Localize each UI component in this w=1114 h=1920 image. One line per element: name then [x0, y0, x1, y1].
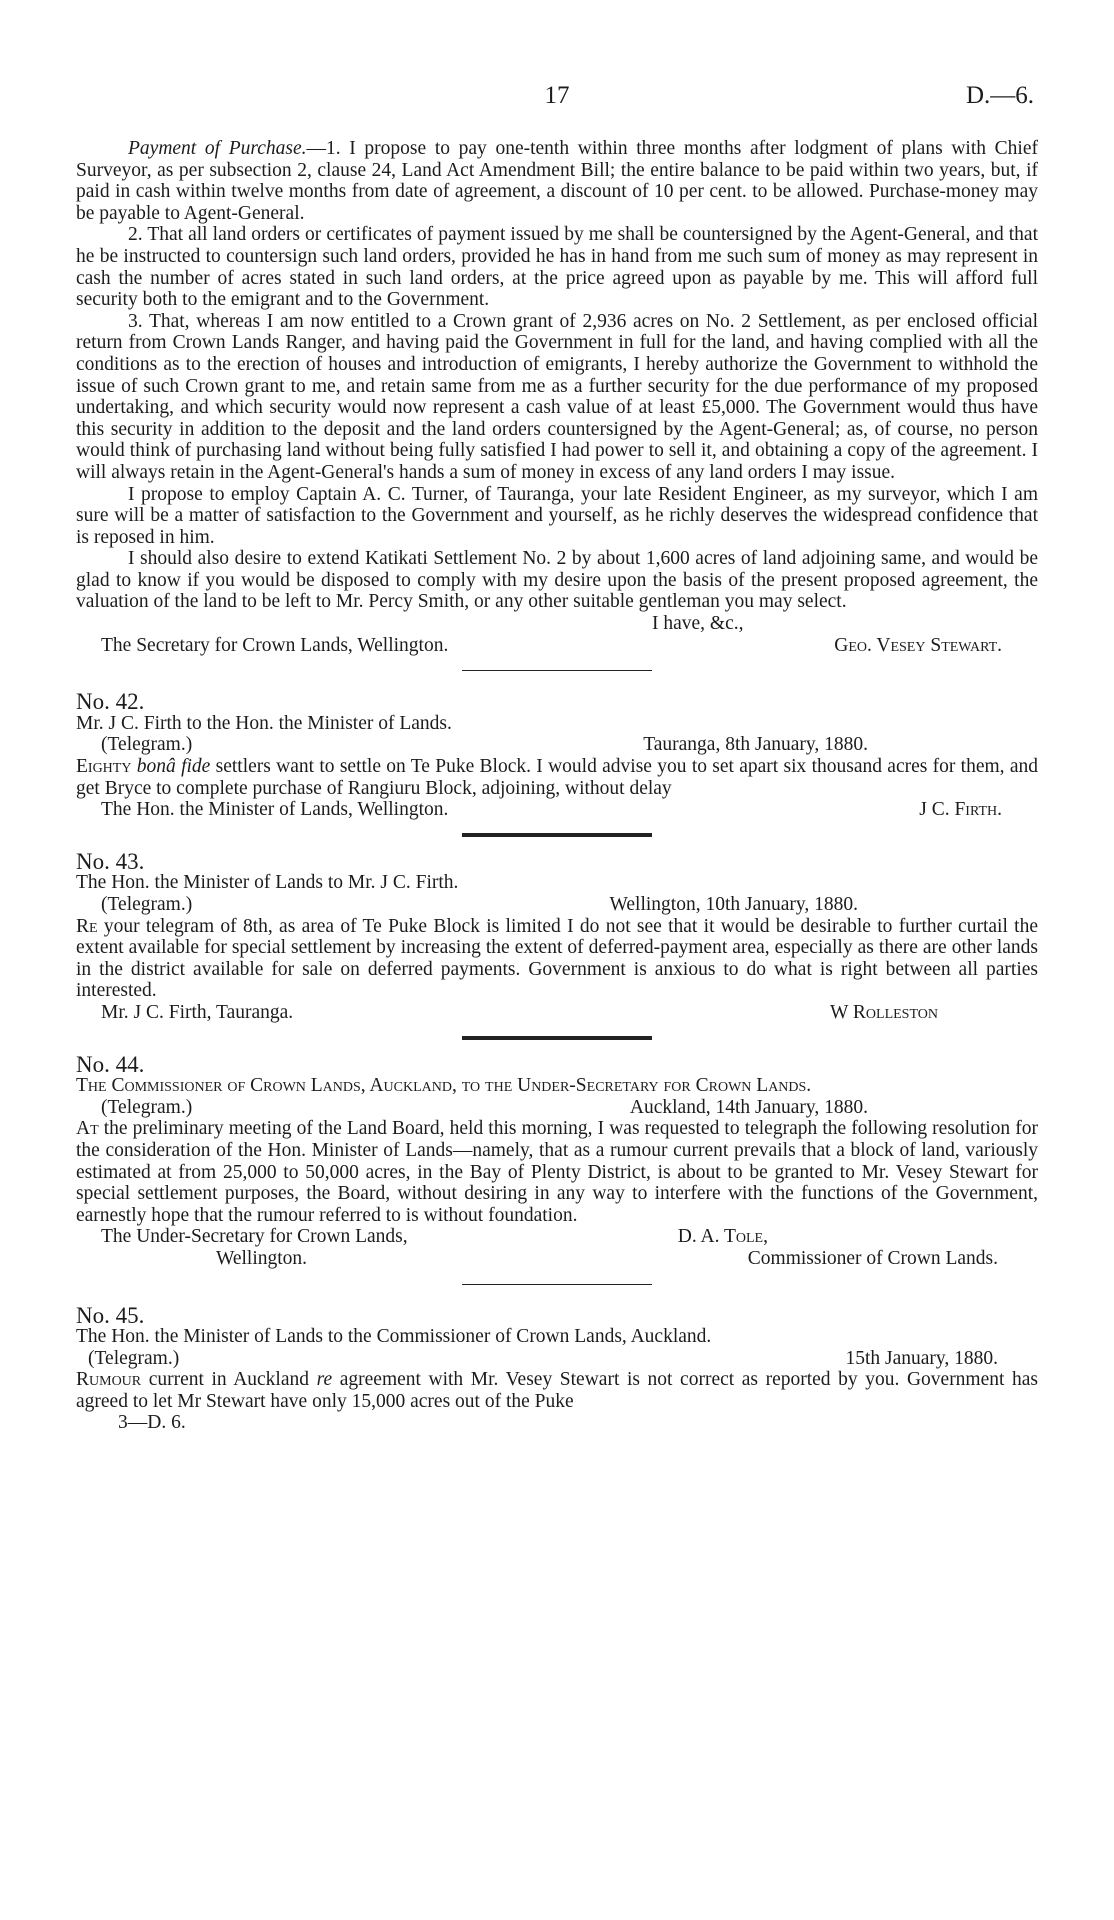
- first-word: Rumour: [76, 1369, 142, 1391]
- addressee: The Under-Secretary for Crown Lands,: [101, 1226, 408, 1248]
- paragraph-3: 3. That, whereas I am now entitled to a Crown grant of 2,936 acres on No. 2 Settlement, as per enclosed official return from Crown Lands Ranger, and having paid the Government in full for the land, and having complied with all the conditions as to the erection of houses and introduction of emigrants, I hereby authorize the Government to withhold the issue of such Crown grant to me, and retain same from me as a further security for the due performance of my proposed undertaking, and which security would now represent a cash value of at least £5,000. The Government would thus have this security in addition to the deposit and the land orders countersigned by the Agent-General; as, of course, no person would think of purchasing land without being fully satisfied I had power to sell it, and obtaining a copy of the agreement. I will always retain in the Agent-General's hands a sum of money in excess of any land orders I may issue.: [76, 310, 1038, 483]
- re-word: re: [316, 1369, 333, 1391]
- addressee-city: Wellington.: [216, 1247, 308, 1269]
- telegram-meta: [76, 894, 1038, 916]
- telegram-footer: [76, 1226, 1038, 1248]
- letter-continuation: [76, 138, 1038, 671]
- telegram-heading: The Hon. the Minister of Lands to the Commissioner of Crown Lands, Auckland.: [76, 1326, 712, 1348]
- date: 15th January, 1880.: [845, 1347, 998, 1369]
- telegram-number: No. 43.: [76, 848, 145, 874]
- telegram-footer: [76, 1002, 1038, 1024]
- place-date: Tauranga, 8th January, 1880.: [643, 734, 868, 756]
- telegram-text: [76, 756, 1038, 799]
- page-number: 17: [544, 82, 570, 109]
- addressee: The Hon. the Minister of Lands, Wellington.: [101, 799, 449, 821]
- separator: [462, 1284, 652, 1285]
- telegram-42: [76, 691, 1038, 837]
- addressee: Mr. J C. Firth, Tauranga.: [101, 1001, 294, 1023]
- signature-mark: 3—D. 6.: [118, 1412, 186, 1434]
- telegram-text: [76, 1118, 1038, 1226]
- letter-footer: [76, 635, 1038, 657]
- first-word: Eighty: [76, 756, 132, 778]
- telegram-footer-2: [76, 1248, 1038, 1270]
- signature: Geo. Vesey Stewart.: [834, 634, 1002, 656]
- telegram-body: your telegram of 8th, as area of Te Puke Block is limited I do not see that it would be desirable to further curtail the extent available for special settlement by increasing the extent of deferred-payment area, especially as there are other lands in the district available for sale on deferred payments. Government is anxious to do what is right between all parties interested.: [76, 915, 1038, 1002]
- first-word: Re: [76, 915, 98, 937]
- addressee: The Secretary for Crown Lands, Wellington.: [101, 634, 449, 656]
- telegram-body-a: current in Auckland: [141, 1369, 317, 1391]
- telegram-body-b: agreement with Mr. Vesey Stewart is not correct as reported by you. Government has agreed to let Mr Stewart have only 15,000 acres out of the Puke: [76, 1369, 1039, 1412]
- closing: I have, &c.,: [652, 613, 744, 635]
- paragraph-5: I should also desire to extend Katikati Settlement No. 2 by about 1,600 acres of land adjoining same, and would be glad to know if you would be disposed to comply with my desire upon the basis of the present proposed agreement, the valuation of the land to be left to Mr. Percy Smith, or any other suitable gentleman you may select.: [76, 548, 1038, 613]
- separator: [462, 1036, 652, 1040]
- telegram-type: (Telegram.): [88, 1347, 180, 1369]
- signature: D. A. Tole,: [677, 1226, 768, 1248]
- telegram-text: [76, 1369, 1038, 1412]
- paragraph-2: 2. That all land orders or certificates of payment issued by me shall be countersigned by the Agent-General, and that he be instructed to countersign such land orders, provided he has in hand from me such sum of money as may represent in cash the number of acres stated in such land orders, at the price agreed upon as payable by me. This will afford full security both to the emigrant and to the Government.: [76, 224, 1038, 311]
- telegram-body: settlers want to settle on Te Puke Block. I would advise you to set apart six thousand acres for them, and get Bryce to complete purchase of Rangiuru Block, adjoining, without delay: [76, 756, 1038, 799]
- telegram-type: (Telegram.): [101, 894, 193, 915]
- telegram-44: [76, 1051, 1038, 1285]
- telegram-type: (Telegram.): [101, 734, 193, 756]
- document-reference: D.—6.: [965, 82, 1034, 109]
- telegram-heading: The Commissioner of Crown Lands, Auckland, to the Under-Secretary for Crown Lands.: [76, 1075, 812, 1097]
- telegram-number: No. 44.: [76, 1051, 145, 1077]
- document-body: [76, 138, 1038, 1434]
- first-word: At: [76, 1118, 99, 1140]
- signature: J C. Firth.: [919, 799, 1002, 821]
- paragraph-1-text: —1. I propose to pay one-tenth within three months after lodgment of plans with Chief Surveyor, as per subsection 2, clause 24, Land Act Amendment Bill; the entire balance to be paid within two years, but, if paid in cash within twelve months from date of agreement, a discount of 10 per cent. to be allowed. Purchase-money may be payable to Agent-General.: [76, 138, 1038, 224]
- telegram-heading: The Hon. the Minister of Lands to Mr. J C. Firth.: [76, 872, 459, 894]
- payment-heading: Payment of Purchase.: [128, 138, 307, 159]
- signature-title: Commissioner of Crown Lands.: [747, 1247, 998, 1269]
- place-date: Auckland, 14th January, 1880.: [629, 1096, 868, 1118]
- bona-fide: bonâ fide: [136, 756, 211, 778]
- paragraph-payment: [76, 138, 1038, 224]
- paragraph-4: I propose to employ Captain A. C. Turner, of Tauranga, your late Resident Engineer, as my surveyor, which I am sure will be a matter of satisfaction to the Government and yourself, as he richly deserves the widespread confidence that is reposed in him.: [76, 483, 1038, 548]
- telegram-text: [76, 916, 1038, 1002]
- telegram-43: [76, 848, 1038, 1040]
- telegram-meta: [76, 1348, 1038, 1370]
- telegram-number: No. 45.: [76, 1302, 145, 1328]
- telegram-body: the preliminary meeting of the Land Board, held this morning, I was requested to telegraph the following resolution for the consideration of the Hon. Minister of Lands—namely, that as a rumour current prevails that a block of land, variously estimated at from 25,000 to 50,000 acres, in the Bay of Plenty District, is about to be granted to Mr. Vesey Stewart for special settlement purposes, the Board, without desiring in any way to interfere with the functions of the Government, earnestly hope that the rumour referred to is without foundation.: [76, 1118, 1038, 1226]
- telegram-meta: [76, 734, 1038, 756]
- telegram-number: No. 42.: [76, 689, 145, 715]
- separator: [462, 833, 652, 837]
- telegram-meta: [76, 1097, 1038, 1119]
- signature: W Rolleston: [829, 1001, 938, 1023]
- telegram-type: (Telegram.): [101, 1096, 193, 1118]
- separator: [462, 670, 652, 671]
- telegram-heading: Mr. J C. Firth to the Hon. the Minister of Lands.: [76, 712, 452, 734]
- place-date: Wellington, 10th January, 1880.: [609, 894, 858, 915]
- telegram-45: [76, 1302, 1039, 1435]
- telegram-footer: [76, 799, 1038, 821]
